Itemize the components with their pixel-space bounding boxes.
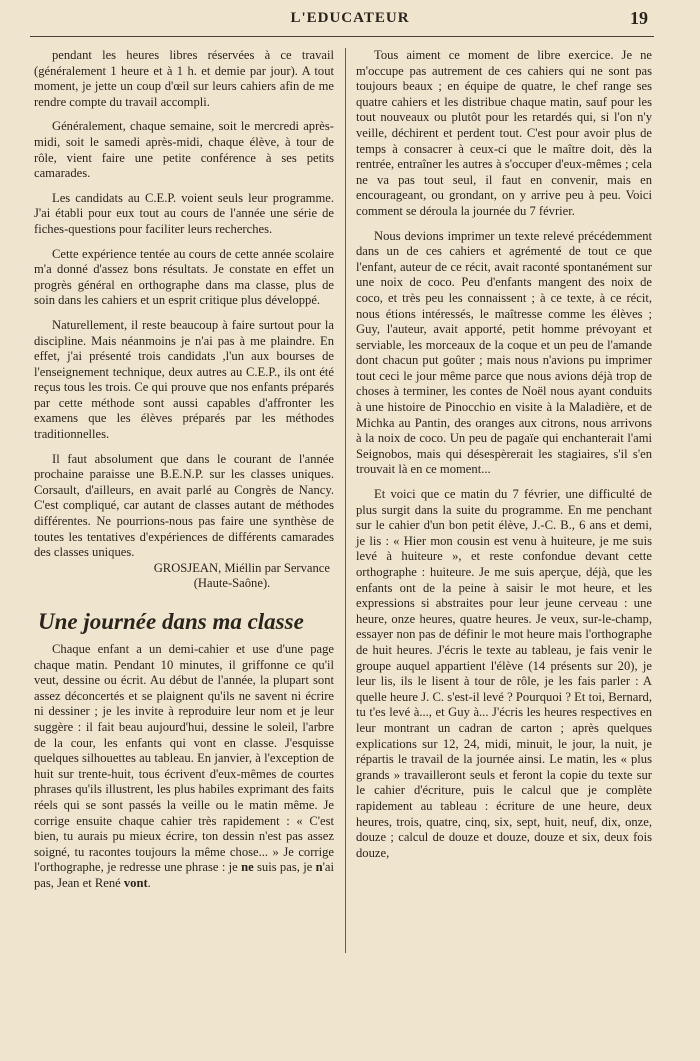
page-number: 19 (630, 8, 648, 28)
article-paragraph (34, 642, 334, 892)
bold-letter: n (315, 860, 323, 875)
paragraph: Naturellement, il reste beaucoup à faire surtout pour la discipline. Mais néanmoins je n'ai pas à me plaindre. En effet, j'ai présenté trois candidats ,l'un aux bourses de l'enseignement technique, deux autres au C.E.P., ils ont été reçus tous les trois. Ce qui prouve que nos enfants préparés par cette méthode sont aussi capables d'affronter les examens que les élèves préparés par les méthodes traditionnelles. (34, 317, 334, 442)
author-signature: GROSJEAN, Miéllin par Servance (153, 560, 330, 575)
paragraph: pendant les heures libres réservées à ce travail (généralement 1 heure et à 1 h. et demie par jour). A tout moment, je jette un coup d'œil sur leurs cahiers afin de me rendre compte du travail accompli. (34, 48, 334, 109)
paragraph-text: Chaque enfant a un demi-cahier et use d'une page chaque matin. Pendant 10 minutes, il griffonne ce qu'il veut, dessine ou écrit. Au début de l'année, la plupart sont assez déconcertés et se plaignent qu'ils ne savent ni écrire ni dessiner ; je les invite à reproduire leur nom et je leur suggère : il fait beau aujourd'hui, dessine le soleil, l'arbre de la cour, les enfants qui vont en classe. J'esquisse quelques silhouettes au tableau. En janvier, à l'exception de huit sur trente-huit, tous écrivent d'eux-mêmes de courtes phrases qu'ils illustrent, les plus habiles exprimant des faits réels qui se sont passés la veille ou le matin même. Je corrige ensuite chaque cahier très rapidement : « C'est bien, tu aurais pu mieux écrire, ton dessin n'est pas assez soigné, tu racontes toujours la même chose... » Je corrige l'orthographe, je redresse une phrase : je (34, 642, 334, 875)
journal-title: L'EDUCATEUR (290, 10, 410, 26)
bold-word: vont (123, 875, 148, 890)
left-column (34, 48, 334, 901)
paragraph: Les candidats au C.E.P. voient seuls leur programme. J'ai établi pour eux tout au cours de l'année une série de fiches-questions pour faciliter leurs recherches. (34, 190, 334, 236)
author-location: (Haute-Saône). (193, 576, 271, 591)
paragraph-text: suis pas, je (253, 860, 316, 875)
header-rule (30, 36, 654, 37)
article-title: Une journée dans ma classe (38, 609, 304, 634)
paragraph: Généralement, chaque semaine, soit le mercredi après-midi, soit le samedi après-midi, chaque élève, à tour de rôle, vient faire une petite conférence à ses petits camarades. (34, 119, 334, 181)
paragraph: Et voici que ce matin du 7 février, une difficulté de plus surgit dans la suite du programme. En me penchant sur le cahier d'un bon petit élève, J.-C. B., 6 ans et demi, je lis : « Hier mon cousin est venu à huiteure, je me suis levé à huiteure », et reste confondue devant cette orthographe : huiteure. Je me suis aperçue, déjà, que les enfants ont de la peine à saisir le mot heure, et les expressions si abstraites pour leur jeune cerveau : une heure, onze heures, quatre heures. Je veux, sur-le-champ, essayer non pas de définir le mot heure mais l'orthographe de huit heures. J'écris le texte au tableau, je fais venir le groupe auquel appartient l'élève (14 présents sur 20), je leur lis, ils le lisent à tour de rôle, je les fais parler : A quelle heure J. C. s'est-il levé ? Pourquoi ? Et toi, Bernard, tu t'es levé à..., et Guy à... J'écris les heures respectives en leur montrant un cadran de carton ; après quelques explications sur 12, 24, midi, minuit, le jour, la nuit, je répartis le travail de la journée ainsi. Le matin, les « plus grands » travailleront seuls et feront la copie du texte sur le cahier d'écriture, puis le calcul que je complète rapidement au tableau : écriture de une heure, deux heures, trois, quatre, cinq, six, sept, huit, neuf, dix, onze, douze ; calcul de douze et douze, douze et six, deux fois douze, (356, 487, 652, 860)
paragraph: Cette expérience tentée au cours de cette année scolaire m'a donné d'assez bons résultats. Je constate en effet un progrès général en orthographe dans ma classe, plus de soin dans les cahiers et un esprit critique plus développé. (34, 246, 334, 308)
paragraph-text: 'ai pas, Jean et René (34, 860, 334, 890)
paragraph-text: . (147, 875, 151, 890)
column-divider (345, 48, 346, 953)
paragraph: Nous devions imprimer un texte relevé précédemment dans un de ces cahiers et agrémenté de tout ce que l'enfant, auteur de ce récit, avait raconté spontanément sur une noix de coco. Peu d'enfants mangent des noix de coco, et très peu les connaissent ; à ce texte, à ce récit, nous étions intéressés, le maîtresse comme les élèves ; Guy, l'auteur, avait apporté, petit homme prévoyant et serviable, les morceaux de la coque et un peu de l'amande dont chacun put goûter ; mais nous n'avions pu imprimer tout ceci le jour même parce que nous avions déjà trop de choses à terminer, les contes de Noël nous ayant conduits à une histoire de Pinocchio en visite à la Maladière, et de Michka au Pantin, des oranges aux citrons, nous arrivons à la noix de coco. Un peu de pagaïe qui enchanterait l'ami Seignobos, mais qui désespèrerait les stagiaires, s'il s'en trouvait là en ce moment... (356, 228, 652, 477)
paragraph: Tous aiment ce moment de libre exercice. Je ne m'occupe pas autrement de ces cahiers qui ne sont pas toujours beaux ; en équipe de quatre, le chef range ses quatre cahiers et les distribue chaque matin, sauf pour les tout nouveaux ou plutôt pour les retardés qui, si l'on n'y veille, déchirent et perdent tout. C'est pour avoir plus de temps à consacrer à ceux-ci que le maître doit, dès la rentrée, entraîner les autres à s'occuper d'eux-mêmes ; cela ne va pas tout seul, il faut en convenir, mais en encourageant, ou grondant, on y arrive peu à peu. Voici comment se déroula la journée du 7 février. (356, 48, 652, 218)
paragraph: Il faut absolument que dans le courant de l'année prochaine paraisse une B.E.N.P. sur les classes uniques. Corsault, d'ailleurs, en avait parlé au Congrès de Nancy. C'est compliqué, car autant de classes autant de méthodes différentes. Ne pourrions-nous pas faire une synthèse de toutes les tentatives d'expériences de différents camarades des classes uniques. (34, 451, 334, 560)
bold-word: ne (241, 860, 254, 875)
page-header (0, 8, 700, 32)
right-column (356, 48, 652, 870)
